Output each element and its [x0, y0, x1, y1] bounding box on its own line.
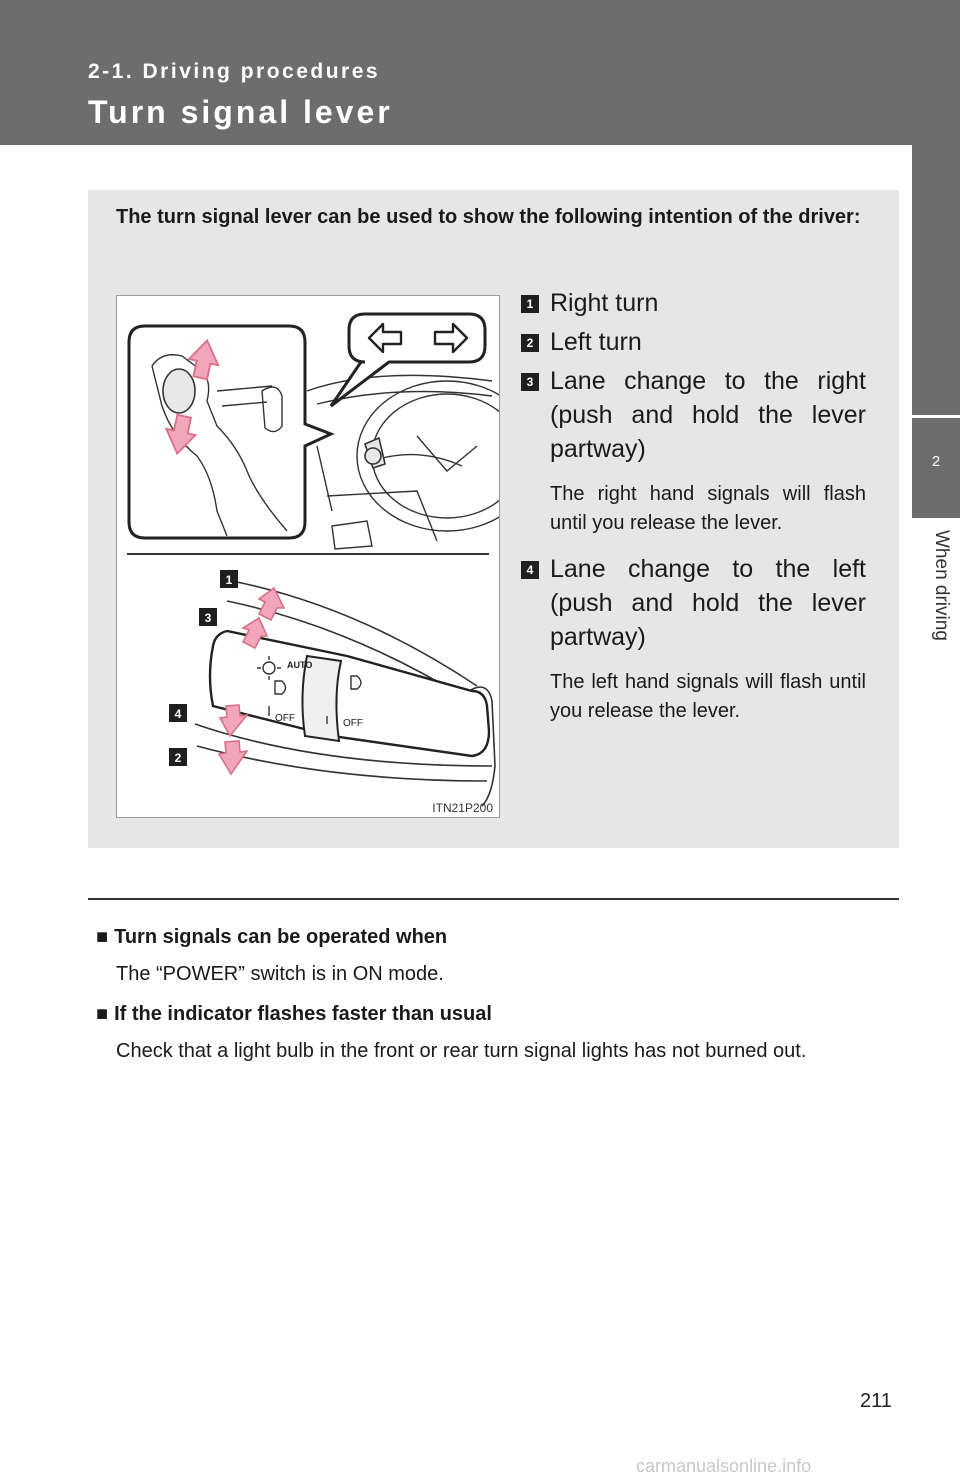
lever-label-auto: AUTO: [287, 660, 313, 670]
page-header: [0, 0, 960, 145]
svg-text:3: 3: [204, 611, 212, 625]
note-body: Check that a light bulb in the front or rear turn signal lights has not burned out.: [116, 1040, 807, 1062]
item-number-badge: 4: [521, 561, 539, 579]
chapter-number: 2: [931, 453, 941, 470]
note-operation: [96, 926, 892, 990]
square-bullet-icon: ■: [96, 926, 109, 948]
lever-stalk-small: [365, 438, 385, 468]
item-title: Left turn: [550, 328, 642, 356]
note-heading: ■ If the indicator flashes faster than usual: [96, 1003, 492, 1025]
figure-code: ITN21P200: [432, 801, 493, 815]
section-title: 2-1. Driving procedures: [88, 60, 381, 83]
svg-text:4: 4: [174, 707, 182, 721]
signal-list: [521, 286, 866, 726]
list-item-left-turn: [521, 325, 866, 359]
item-title: Lane change to the left (push and hold the lever partway): [550, 555, 866, 651]
callout-badge-4: [169, 704, 187, 722]
lever-body: [210, 631, 489, 756]
chapter-label: When driving: [931, 530, 952, 641]
item-title: Lane change to the right (push and hold the lever partway): [550, 367, 866, 463]
page-title: Turn signal lever: [88, 94, 393, 130]
svg-text:2: 2: [174, 751, 182, 765]
list-item-lane-change-left: [521, 552, 866, 726]
section-divider: [88, 898, 899, 900]
chapter-tab[interactable]: [912, 418, 960, 518]
arrow-2-icon: [219, 741, 247, 774]
callout-badge-1: [220, 570, 238, 588]
lever-label-off-1: OFF: [275, 713, 295, 724]
item-note: The left hand signals will flash until you release the lever.: [550, 671, 866, 722]
square-bullet-icon: ■: [96, 1003, 109, 1025]
item-note: The right hand signals will flash until you release the lever.: [550, 483, 866, 534]
callout-badge-2: [169, 748, 187, 766]
lever-label-off-2: OFF: [343, 718, 363, 729]
list-item-right-turn: [521, 286, 866, 320]
item-title: Right turn: [550, 289, 659, 317]
lever-knob: [163, 369, 195, 413]
turn-signal-figure: [116, 295, 500, 818]
note-heading: ■ Turn signals can be operated when: [96, 926, 448, 948]
note-body: The “POWER” switch is in ON mode.: [116, 963, 444, 985]
side-tab-strip: [912, 145, 960, 415]
intro-text: The turn signal lever can be used to show the following intention of the driver:: [116, 206, 861, 228]
item-number-badge: 2: [521, 334, 539, 352]
callout-badge-3: [199, 608, 217, 626]
list-item-lane-change-right: [521, 364, 866, 538]
item-number-badge: 1: [521, 295, 539, 313]
item-number-badge: 3: [521, 373, 539, 391]
lever-illustration: [117, 296, 499, 817]
svg-text:1: 1: [225, 573, 233, 587]
page-number: 211: [860, 1390, 892, 1412]
note-fast-flash: [96, 1003, 892, 1067]
watermark: carmanualsonline.info: [636, 1456, 812, 1476]
